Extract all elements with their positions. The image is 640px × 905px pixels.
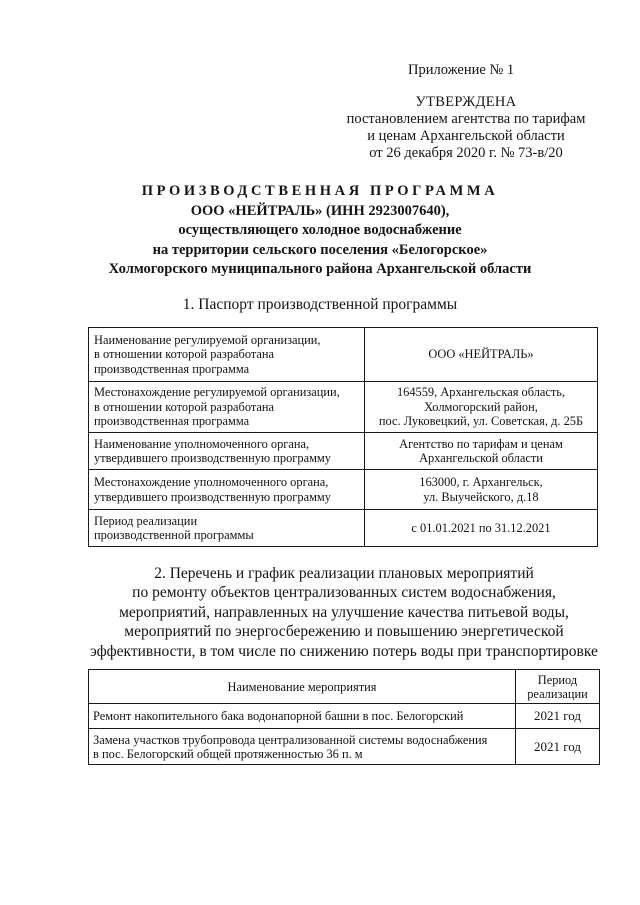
- cell-line: производственная программа: [94, 414, 250, 429]
- cell-line: в отношении которой разработана: [94, 347, 275, 362]
- table-cell-value: [365, 328, 598, 382]
- heading-line: 2. Перечень и график реализации плановых мероприятий: [154, 565, 534, 582]
- cell-line: ул. Выучейского, д.18: [423, 489, 539, 504]
- cell-line: утвердившего производственную программу: [94, 451, 331, 465]
- approval-block: [330, 94, 602, 162]
- table-cell-label: [89, 470, 365, 510]
- document-title: [60, 182, 580, 280]
- table-cell-label: [89, 328, 365, 382]
- table-cell-event: [89, 704, 516, 729]
- cell-line: Наименование мероприятия: [227, 679, 377, 694]
- heading-line: мероприятий по энергосбережению и повышению энергетической: [124, 623, 564, 641]
- cell-line: в отношении которой разработана: [94, 399, 275, 414]
- title-line: ПРОИЗВОДСТВЕННАЯ ПРОГРАММА: [141, 183, 499, 199]
- cell-line: Период реализации: [94, 513, 198, 528]
- passport-table: [88, 327, 598, 547]
- cell-line: с 01.01.2021 по 31.12.2021: [411, 520, 551, 535]
- cell-line: Замена участков трубопровода централизованной системы водоснабжения: [93, 732, 488, 747]
- table-cell-label: [89, 433, 365, 470]
- table-row: [89, 510, 598, 547]
- heading-line: по ремонту объектов централизованных систем водоснабжения,: [132, 584, 556, 602]
- table-row: [89, 433, 598, 470]
- cell-line: пос. Луковецкий, ул. Советская, д. 25Б: [378, 414, 584, 429]
- table-cell-label: [89, 382, 365, 433]
- cell-line: Холмогорский район,: [424, 399, 538, 414]
- cell-line: Наименование уполномоченного органа,: [94, 436, 310, 451]
- appendix-label: Приложение № 1: [408, 62, 515, 78]
- cell-line: 163000, г. Архангельск,: [419, 475, 543, 489]
- cell-line: Период: [537, 672, 578, 687]
- table-cell-period: 2021 год: [516, 704, 600, 729]
- title-line: осуществляющего холодное водоснабжение: [178, 222, 462, 238]
- cell-line: Ремонт накопительного бака водонапорной башни в пос. Белогорский: [93, 709, 464, 723]
- table-cell-value: [365, 433, 598, 470]
- events-table: [88, 669, 600, 765]
- approval-heading: УТВЕРЖДЕНА: [415, 94, 517, 110]
- title-line: Холмогорского муниципального района Архангельской области: [108, 261, 532, 277]
- cell-line: в пос. Белогорский общей протяженностью 36 п. м: [93, 746, 363, 761]
- table-cell-label: [89, 510, 365, 547]
- table-row: [89, 470, 598, 510]
- cell-line: производственной программы: [94, 528, 254, 542]
- title-line: ООО «НЕЙТРАЛЬ» (ИНН 2923007640),: [190, 202, 450, 219]
- heading-line: эффективности, в том числе по снижению потерь воды при транспортировке: [90, 642, 598, 660]
- approval-line: от 26 декабря 2020 г. № 73-в/20: [369, 145, 563, 161]
- cell-line: Местонахождение регулируемой организации,: [94, 385, 340, 400]
- column-header-period: [516, 670, 600, 704]
- cell-line: 164559, Архангельская область,: [396, 385, 566, 400]
- table-row: [89, 729, 600, 765]
- table-header-row: [89, 670, 600, 704]
- cell-line: Местонахождение уполномоченного органа,: [94, 475, 329, 489]
- table-cell-value: [365, 382, 598, 433]
- title-line: на территории сельского поселения «Белогорское»: [152, 241, 488, 258]
- column-header-event: [89, 670, 516, 704]
- cell-line: утвердившего производственную программу: [94, 489, 331, 504]
- cell-line: производственная программа: [94, 361, 250, 376]
- cell-line: Агентство по тарифам и ценам: [399, 436, 563, 451]
- cell-line: реализации: [527, 686, 588, 701]
- heading-line: мероприятий, направленных на улучшение качества питьевой воды,: [119, 603, 569, 621]
- table-cell-value: [365, 510, 598, 547]
- table-cell-event: [89, 729, 516, 765]
- table-row: [89, 704, 600, 729]
- table-row: [89, 328, 598, 382]
- approval-line: и ценам Архангельской области: [367, 128, 565, 144]
- table-cell-value: [365, 470, 598, 510]
- cell-line: Наименование регулируемой организации,: [94, 332, 321, 347]
- section1-heading: 1. Паспорт производственной программы: [182, 296, 458, 313]
- section2-heading: [74, 564, 614, 661]
- table-row: [89, 382, 598, 433]
- approval-line: постановлением агентства по тарифам: [346, 111, 586, 127]
- table-cell-period: 2021 год: [516, 729, 600, 765]
- cell-line: Архангельской области: [419, 451, 543, 465]
- cell-line: ООО «НЕЙТРАЛЬ»: [428, 347, 534, 362]
